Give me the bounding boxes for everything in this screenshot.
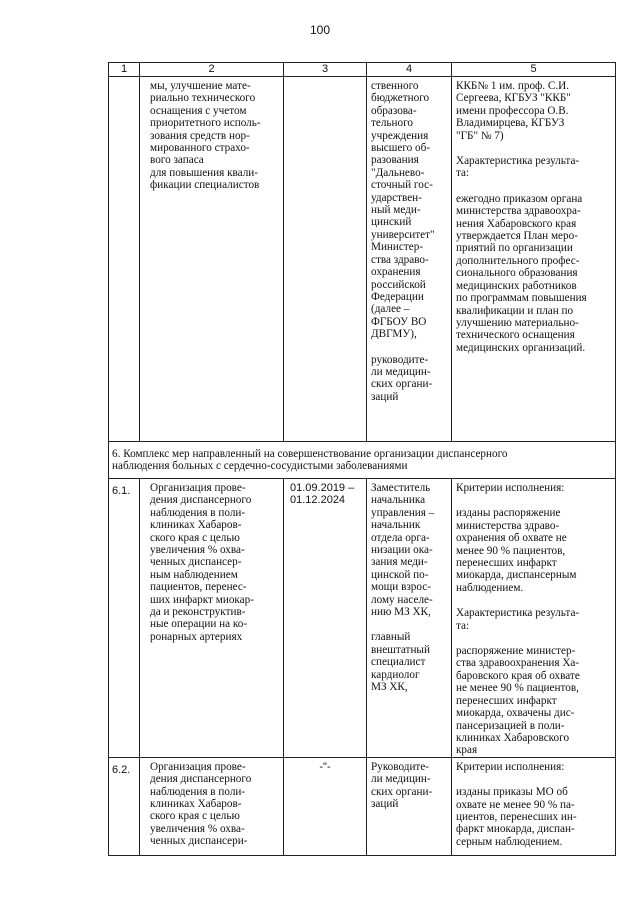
text-line: зования средств нор- <box>150 129 250 142</box>
text-line: да и реконструктив- <box>150 606 246 619</box>
text-line: Критерии исполнения: <box>456 482 565 494</box>
text-line: бюджетного <box>371 92 430 105</box>
text-line: российской <box>371 278 426 291</box>
text-line: руководите- <box>371 353 429 366</box>
text-line: отдела орга- <box>371 531 430 544</box>
text-line: мы, улучшение мате- <box>150 80 251 92</box>
text-line: ударствен- <box>371 191 422 204</box>
text-line: Организация прове- <box>150 760 246 773</box>
text-line: "ГБ" № 7) <box>456 129 504 142</box>
text-line: для повышения квали- <box>150 166 259 179</box>
column-header: 3 <box>284 63 367 77</box>
text-line: цинский <box>371 216 412 229</box>
text-line: ших инфаркт миокар- <box>150 593 254 606</box>
text-line: имени профессора О.В. <box>456 104 569 117</box>
text-line: ченных диспансери- <box>150 835 248 848</box>
table-row-6-1 <box>109 479 616 758</box>
text-line: ства здравоохранения Ха- <box>456 657 580 670</box>
responsible-cell <box>367 77 452 442</box>
text-line: заций <box>371 797 399 810</box>
text-line: та: <box>456 167 470 180</box>
text-line: специалист <box>371 656 426 669</box>
text-line: учреждения <box>371 129 429 142</box>
text-line: нения Хабаровского края <box>456 217 577 230</box>
text-line: ежегодно приказом органа <box>456 192 583 205</box>
text-line: баровского края об охвате <box>456 669 580 682</box>
text-line: серным наблюдением. <box>456 835 563 848</box>
text-line: внештатный <box>371 643 430 656</box>
measures-table <box>108 62 616 856</box>
text-line: мированного страхо- <box>150 142 250 155</box>
result-cell <box>452 479 616 758</box>
responsible-cell <box>367 757 452 855</box>
text-line: сионального образования <box>456 267 578 280</box>
text-line: ского края с целью <box>150 810 240 823</box>
column-header: 4 <box>367 63 452 77</box>
text-line: ских органи- <box>371 378 433 391</box>
table-row-6-2 <box>109 757 616 855</box>
text-line: клиниках Хабаровского <box>456 731 570 744</box>
text-line: пансеризацией в поли- <box>456 719 565 732</box>
activity-cell <box>140 757 284 855</box>
text-line: ФГБОУ ВО <box>371 315 427 328</box>
text-line: наблюдения в поли- <box>150 785 246 798</box>
text-line: распоряжение министер- <box>456 645 576 658</box>
result-cell <box>452 757 616 855</box>
text-line: -"- <box>319 760 331 773</box>
text-line: 6. Комплекс мер направленный на совершенствование организации диспансерного <box>112 448 508 460</box>
text-line: фаркт миокарда, диспан- <box>456 823 575 836</box>
text-line: (далее – <box>371 303 410 316</box>
text-line: начальник <box>371 519 421 532</box>
text-line: медицинских организаций. <box>456 341 586 354</box>
text-line: ственного <box>371 80 419 92</box>
column-header: 1 <box>109 63 140 77</box>
column-header: 2 <box>140 63 284 77</box>
text-line: менее 90 % пациентов, <box>456 544 566 557</box>
text-line: Критерии исполнения: <box>456 760 565 773</box>
period-cell <box>284 479 367 758</box>
text-line: Министер- <box>371 241 424 254</box>
text-line: миокарда, диспансерным <box>456 569 577 582</box>
text-line: приоритетного исполь- <box>150 117 261 130</box>
text-line: ченных диспансер- <box>150 556 242 569</box>
text-line: ные операции на ко- <box>150 618 248 631</box>
text-line: начальника <box>371 494 426 507</box>
text-line: технического оснащения <box>456 329 575 342</box>
text-line: ДВГМУ), <box>371 328 417 341</box>
text-line: увеличения % охва- <box>150 822 245 835</box>
section-heading-row <box>109 442 616 479</box>
text-line: "Дальнево- <box>371 166 425 179</box>
row-number: 6.2. <box>109 757 140 855</box>
text-line: медицинских работников <box>456 279 577 292</box>
text-line: дения диспансерного <box>150 494 252 507</box>
number-cell <box>109 77 140 442</box>
text-line: министерства здравоохра- <box>456 205 581 218</box>
text-line: ских органи- <box>371 785 433 798</box>
text-line: клиниках Хабаров- <box>150 519 242 532</box>
text-line: наблюдения больных с сердечно-сосудистыми заболеваниями <box>112 460 408 473</box>
text-line: пациентов, перенес- <box>150 581 247 594</box>
text-line: риально технического <box>150 92 256 105</box>
text-line: ронарных артериях <box>150 630 243 643</box>
text-line: вого запаса <box>150 154 204 167</box>
text-line: охранения об охвате не <box>456 532 567 545</box>
text-line: нию МЗ ХК, <box>371 606 431 619</box>
text-line: не менее 90 % пациентов, <box>456 682 579 695</box>
text-line: дения диспансерного <box>150 773 252 786</box>
text-line: Характеристика результа- <box>456 607 580 620</box>
text-line: ли медицин- <box>371 365 431 378</box>
text-line: 01.09.2019 – <box>290 482 355 494</box>
column-header: 5 <box>452 63 616 77</box>
text-line: улучшению материально- <box>456 316 579 329</box>
text-line: Организация прове- <box>150 482 246 494</box>
text-line: наблюдением. <box>456 581 524 594</box>
text-line: ского края с целью <box>150 531 240 544</box>
text-line: управления – <box>371 506 435 519</box>
text-line: дополнительного профес- <box>456 254 580 267</box>
text-line: охранения <box>371 266 421 279</box>
text-line: мощи взрос- <box>371 581 431 594</box>
text-line: МЗ ХК, <box>371 681 408 694</box>
text-line: заций <box>371 390 399 403</box>
text-line: по программам повышения <box>456 292 587 305</box>
page-number: 100 <box>309 23 331 37</box>
text-line: ли медицин- <box>371 773 431 786</box>
period-cell <box>284 757 367 855</box>
text-line: изданы распоряжение <box>456 507 561 520</box>
text-line: увеличения % охва- <box>150 544 245 557</box>
text-line: университет" <box>371 228 435 241</box>
text-line: ККБ№ 1 им. проф. С.И. <box>456 80 570 92</box>
text-line: Владимирцева, КГБУЗ <box>456 117 565 130</box>
text-line: министерства здраво- <box>456 519 560 532</box>
text-line: охвате не менее 90 % па- <box>456 798 575 811</box>
text-line: миокарда, охвачены дис- <box>456 707 575 720</box>
text-line: циентов, перенесших ин- <box>456 810 577 823</box>
text-line: перенесших инфаркт <box>456 557 557 570</box>
text-line: оснащения с учетом <box>150 104 247 117</box>
text-line: Характеристика результа- <box>456 155 580 168</box>
text-line: лому населе- <box>371 593 433 606</box>
text-line: низации ока- <box>371 544 433 557</box>
period-cell <box>284 77 367 442</box>
text-line: перенесших инфаркт <box>456 694 557 707</box>
text-line: зания меди- <box>371 556 428 569</box>
text-line: Руководите- <box>371 760 430 773</box>
text-line: 01.12.2024 <box>290 494 346 507</box>
text-line: клиниках Хабаров- <box>150 797 242 810</box>
text-line: Сергеева, КГБУЗ "ККБ" <box>456 92 571 105</box>
text-line: приятий по организации <box>456 242 573 255</box>
responsible-cell <box>367 479 452 758</box>
text-line: наблюдения в поли- <box>150 506 246 519</box>
table-row-continued <box>109 77 616 442</box>
text-line: образова- <box>371 104 417 117</box>
text-line: ным наблюдением <box>150 568 238 581</box>
text-line: фикации специалистов <box>150 179 260 192</box>
activity-cell <box>140 479 284 758</box>
column-header-row <box>109 63 616 77</box>
text-line: квалификации и план по <box>456 304 574 317</box>
text-line: сточный гос- <box>371 179 433 192</box>
text-line: кардиолог <box>371 668 420 681</box>
text-line: Заместитель <box>371 482 431 494</box>
text-line: разования <box>371 154 419 167</box>
result-cell <box>452 77 616 442</box>
text-line: изданы приказы МО об <box>456 786 568 799</box>
activity-cell <box>140 77 284 442</box>
text-line: ства здраво- <box>371 253 429 266</box>
text-line: края <box>456 744 478 757</box>
text-line: та: <box>456 619 470 632</box>
text-line: Федерации <box>371 290 424 303</box>
text-line: главный <box>371 631 411 644</box>
text-line: ный меди- <box>371 204 421 217</box>
text-line: тельного <box>371 117 414 130</box>
text-line: высшего об- <box>371 142 431 155</box>
row-number: 6.1. <box>109 479 140 758</box>
section-6-heading <box>109 442 616 479</box>
text-line: утверждается План меро- <box>456 230 578 243</box>
text-line: цинской по- <box>371 568 429 581</box>
